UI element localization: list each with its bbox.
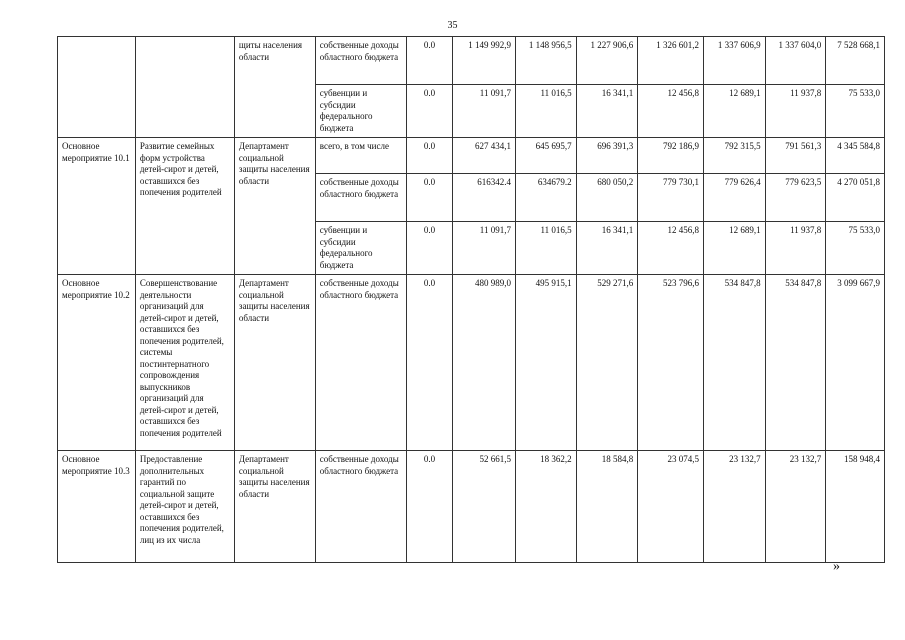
source-cell: всего, в том числе: [315, 138, 406, 174]
value-cell: 11 937,8: [765, 85, 826, 138]
value-cell: 52 661,5: [453, 451, 516, 563]
budget-table: [57, 36, 885, 563]
value-cell: 1 227 906,6: [576, 37, 638, 85]
value-cell: 11 937,8: [765, 222, 826, 275]
value-cell: 1 148 956,5: [515, 37, 576, 85]
value-cell: 529 271,6: [576, 275, 638, 451]
source-cell: собственные доходы областного бюджета: [315, 451, 406, 563]
value-cell: 23 132,7: [703, 451, 765, 563]
value-cell: 75 533,0: [826, 85, 885, 138]
table-row: [58, 37, 885, 85]
source-cell: субвенции и субсидии федерального бюджета: [315, 85, 406, 138]
value-cell: 11 016,5: [515, 222, 576, 275]
description-cell: [135, 37, 234, 138]
value-cell: 680 050,2: [576, 174, 638, 222]
table-row: [58, 451, 885, 563]
value-cell: 12 689,1: [703, 85, 765, 138]
description-cell: Совершенствование деятельности организаций для детей-сирот и детей, оставшихся без попечения родителей, системы постинтернатного сопровождения выпускников организаций для детей-сирот и детей, оставшихся без попечения родителей: [135, 275, 234, 451]
value-cell: 791 561,3: [765, 138, 826, 174]
value-cell: 0.0: [406, 275, 453, 451]
activity-cell: Основное мероприятие 10.1: [58, 138, 136, 275]
value-cell: 0.0: [406, 222, 453, 275]
value-cell: 534 847,8: [703, 275, 765, 451]
activity-cell: Основное мероприятие 10.2: [58, 275, 136, 451]
value-cell: 634679.2: [515, 174, 576, 222]
value-cell: 4 345 584,8: [826, 138, 885, 174]
value-cell: 792 315,5: [703, 138, 765, 174]
source-cell: собственные доходы областного бюджета: [315, 37, 406, 85]
value-cell: 0.0: [406, 174, 453, 222]
value-cell: 12 689,1: [703, 222, 765, 275]
value-cell: 0.0: [406, 451, 453, 563]
source-cell: собственные доходы областного бюджета: [315, 174, 406, 222]
page-number: 35: [447, 20, 458, 31]
source-cell: субвенции и субсидии федерального бюджета: [315, 222, 406, 275]
value-cell: 75 533,0: [826, 222, 885, 275]
value-cell: 627 434,1: [453, 138, 516, 174]
value-cell: 11 091,7: [453, 85, 516, 138]
value-cell: 3 099 667,9: [826, 275, 885, 451]
table-row: [58, 275, 885, 451]
value-cell: 11 091,7: [453, 222, 516, 275]
executor-cell: щиты населения области: [234, 37, 315, 138]
value-cell: 792 186,9: [638, 138, 704, 174]
value-cell: 696 391,3: [576, 138, 638, 174]
value-cell: 1 337 604,0: [765, 37, 826, 85]
executor-cell: Департамент социальной защиты населения области: [234, 275, 315, 451]
activity-cell: [58, 37, 136, 138]
value-cell: 0.0: [406, 37, 453, 85]
value-cell: 7 528 668,1: [826, 37, 885, 85]
table-row: [58, 138, 885, 174]
value-cell: 16 341,1: [576, 85, 638, 138]
source-cell: собственные доходы областного бюджета: [315, 275, 406, 451]
value-cell: 779 626,4: [703, 174, 765, 222]
value-cell: 779 730,1: [638, 174, 704, 222]
executor-cell: Департамент социальной защиты населения области: [234, 451, 315, 563]
continuation-mark: »: [833, 559, 840, 574]
value-cell: 12 456,8: [638, 222, 704, 275]
value-cell: 23 074,5: [638, 451, 704, 563]
value-cell: 1 149 992,9: [453, 37, 516, 85]
value-cell: 18 362,2: [515, 451, 576, 563]
value-cell: 12 456,8: [638, 85, 704, 138]
description-cell: Предоставление дополнительных гарантий по социальной защите детей-сирот и детей, оставшихся без попечения родителей, лиц из их числа: [135, 451, 234, 563]
value-cell: 11 016,5: [515, 85, 576, 138]
value-cell: 779 623,5: [765, 174, 826, 222]
value-cell: 495 915,1: [515, 275, 576, 451]
value-cell: 1 337 606,9: [703, 37, 765, 85]
value-cell: 4 270 051,8: [826, 174, 885, 222]
executor-cell: Департамент социальной защиты населения области: [234, 138, 315, 275]
description-cell: Развитие семейных форм устройства детей-сирот и детей, оставшихся без попечения родителей: [135, 138, 234, 275]
value-cell: 18 584,8: [576, 451, 638, 563]
value-cell: 645 695,7: [515, 138, 576, 174]
value-cell: 480 989,0: [453, 275, 516, 451]
value-cell: 1 326 601,2: [638, 37, 704, 85]
value-cell: 23 132,7: [765, 451, 826, 563]
value-cell: 0.0: [406, 138, 453, 174]
value-cell: 16 341,1: [576, 222, 638, 275]
value-cell: 523 796,6: [638, 275, 704, 451]
value-cell: 534 847,8: [765, 275, 826, 451]
activity-cell: Основное мероприятие 10.3: [58, 451, 136, 563]
value-cell: 0.0: [406, 85, 453, 138]
value-cell: 158 948,4: [826, 451, 885, 563]
value-cell: 616342.4: [453, 174, 516, 222]
